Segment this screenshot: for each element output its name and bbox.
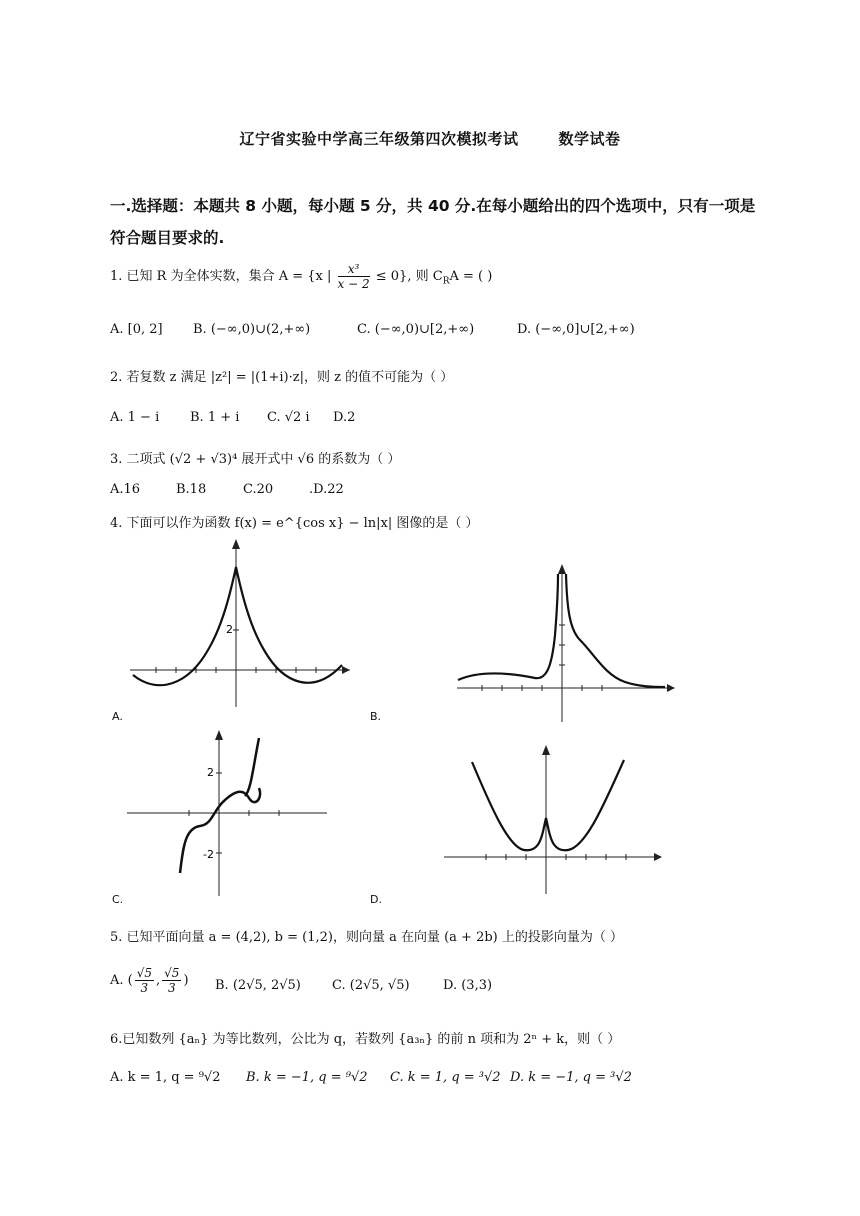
q1-option-c: C. (−∞,0)∪[2,+∞) bbox=[357, 322, 475, 337]
section-heading: 一.选择题：本题共 8 小题，每小题 5 分，共 40 分.在每小题给出的四个选项中，只有一项是符合题目要求的. bbox=[110, 197, 756, 247]
q1-denominator: x − 2 bbox=[337, 277, 370, 291]
graph-d bbox=[442, 742, 667, 897]
q5-option-c: C. (2√5, √5) bbox=[332, 978, 410, 993]
graph-c-label: C. bbox=[112, 893, 124, 906]
question-1 bbox=[110, 262, 492, 291]
graph-c bbox=[125, 728, 335, 898]
q1-prefix: 1. 已知 R 为全体实数，集合 A = {x | bbox=[110, 269, 332, 284]
graph-a bbox=[128, 535, 353, 710]
q5-a-n2: √5 bbox=[164, 966, 180, 980]
q3-option-d: .D.22 bbox=[309, 482, 344, 497]
q5-a-open: A. ( bbox=[110, 973, 133, 988]
q6-option-a: A. k = 1, q = ⁹√2 bbox=[110, 1070, 221, 1085]
q3-option-b: B.18 bbox=[176, 482, 207, 497]
q1-subscript: R bbox=[442, 276, 450, 287]
q1-suffix: ≤ 0}, 则 C bbox=[375, 269, 443, 284]
q5-a-d2: 3 bbox=[167, 981, 176, 995]
q5-a-frac1 bbox=[135, 966, 154, 995]
q5-a-d1: 3 bbox=[140, 981, 149, 995]
q5-option-b: B. (2√5, 2√5) bbox=[215, 978, 301, 993]
title-school: 辽宁省实验中学高三年级第四次模拟考试 bbox=[239, 130, 519, 148]
q2-option-a: A. 1 − i bbox=[110, 410, 160, 425]
q5-a-close: ) bbox=[183, 973, 189, 988]
question-5: 5. 已知平面向量 a = (4,2), b = (1,2)，则向量 a 在向量 (a + 2b) 上的投影向量为（ ） bbox=[110, 930, 624, 945]
q1-fraction bbox=[338, 262, 370, 291]
graph-b bbox=[455, 560, 680, 725]
q2-option-d: D.2 bbox=[333, 410, 356, 425]
question-6: 6.已知数列 {aₙ} 为等比数列，公比为 q，若数列 {a₃ₙ} 的前 n 项和为 2ⁿ + k，则（ ） bbox=[110, 1032, 621, 1047]
graph-c-tick-bottom: -2 bbox=[203, 848, 214, 861]
q1-option-d: D. (−∞,0]∪[2,+∞) bbox=[517, 322, 635, 337]
q1-option-b: B. (−∞,0)∪(2,+∞) bbox=[193, 322, 311, 337]
title-subject: 数学试卷 bbox=[558, 130, 621, 148]
graph-d-label: D. bbox=[370, 893, 382, 906]
graph-c-tick-top: 2 bbox=[207, 766, 214, 779]
q5-option-a: A. ( $\frac{√5}{3}$ , $\frac{√5}{3}$ ) bbox=[110, 966, 189, 995]
q1-tail: A = ( ) bbox=[449, 269, 493, 284]
question-3: 3. 二项式 (√2 + √3)⁴ 展开式中 √6 的系数为（ ） bbox=[110, 452, 401, 467]
q5-a-frac2 bbox=[162, 966, 181, 995]
graph-b-label: B. bbox=[370, 710, 382, 723]
q1-option-a: A. [0, 2] bbox=[110, 322, 163, 337]
q6-option-c: C. k = 1, q = ³√2 bbox=[390, 1070, 501, 1085]
q2-option-b: B. 1 + i bbox=[190, 410, 240, 425]
q6-option-b: B. k = −1, q = ⁹√2 bbox=[246, 1070, 368, 1085]
q1-numerator: x³ bbox=[338, 262, 370, 277]
q3-option-c: C.20 bbox=[243, 482, 274, 497]
q5-a-n1: √5 bbox=[136, 966, 153, 980]
q5-option-d: D. (3,3) bbox=[443, 978, 493, 993]
q6-option-d: D. k = −1, q = ³√2 bbox=[510, 1070, 632, 1085]
question-4: 4. 下面可以作为函数 f(x) = e^{cos x} − ln|x| 图像的是（ ） bbox=[110, 516, 479, 531]
q3-option-a: A.16 bbox=[110, 482, 141, 497]
page-title bbox=[0, 128, 860, 149]
q2-option-c: C. √2 i bbox=[267, 410, 310, 425]
graph-a-tick: 2 bbox=[226, 623, 233, 636]
graph-a-label: A. bbox=[112, 710, 123, 723]
question-2: 2. 若复数 z 满足 |z²| = |(1+i)·z|，则 z 的值不可能为（ ） bbox=[110, 370, 454, 385]
